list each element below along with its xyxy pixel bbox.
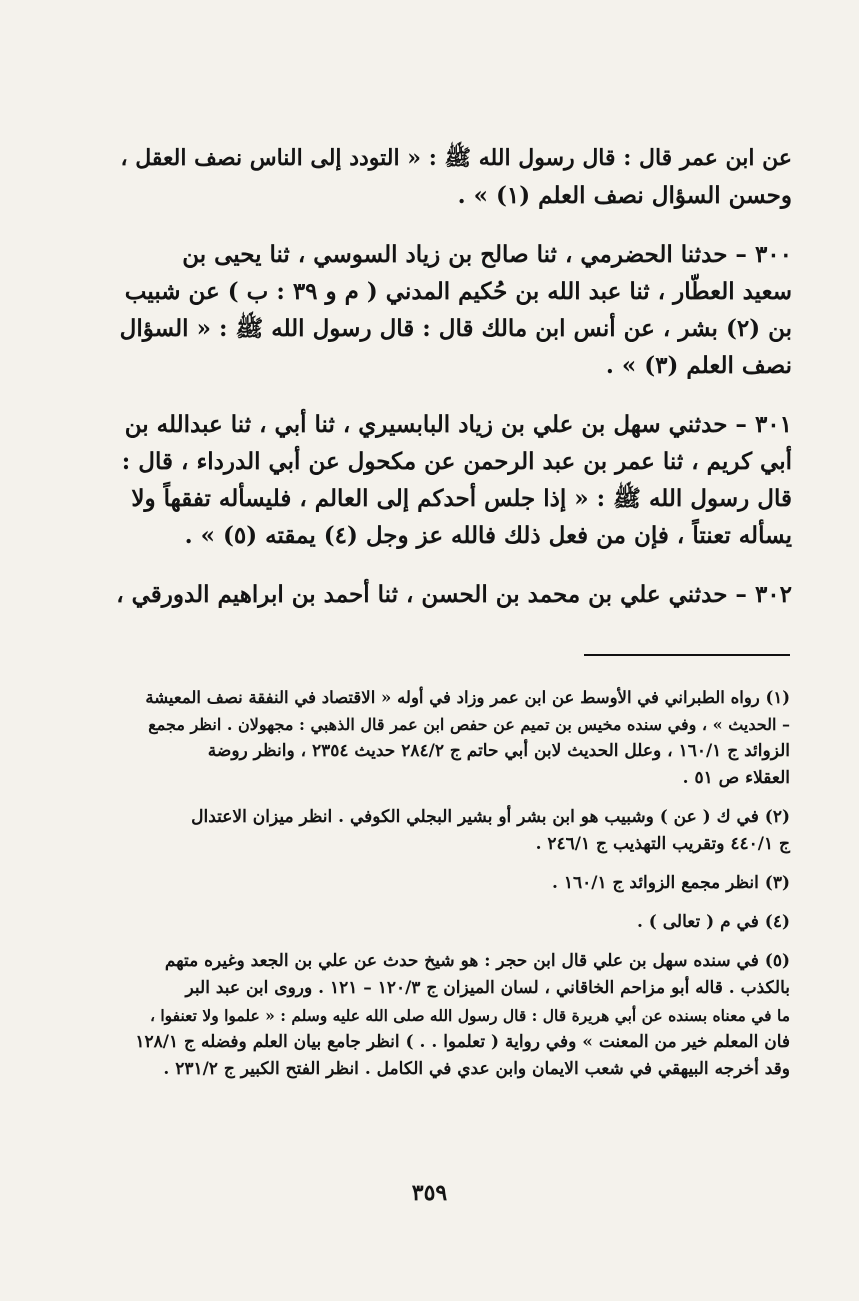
text-line: يسأله تعنتاً ، فإن من فعل ذلك فالله عز وجل (٤) يمقته (٥) » .	[184, 522, 792, 549]
footnote-3	[130, 870, 790, 897]
paragraph-300	[112, 236, 792, 384]
text-line: سعيد العطّار ، ثنا عبد الله بن حُكيم المدني ( م و ٣٩ : ب ) عن شبيب	[124, 278, 792, 305]
text-line: نصف العلم (٣) » .	[605, 352, 792, 379]
page-number: ٣٥٩	[411, 1180, 448, 1206]
footnote-line: بالكذب . قاله أبو مزاحم الخاقاني ، لسان الميزان ج ١٢٠/٣ – ١٢١ . وروى ابن عبد البر	[185, 978, 790, 998]
footnote-line: الزوائد ج ١٦٠/١ ، وعلل الحديث لابن أبي حاتم ج ٢٨٤/٢ حديث ٢٣٥٤ ، وانظر روضة	[207, 741, 790, 761]
footnote-line: (٢) في ك ( عن ) وشبيب هو ابن بشر أو بشير البجلي الكوفي . انظر ميزان الاعتدال	[191, 807, 790, 827]
footnote-1	[130, 684, 790, 792]
footnote-line: (٣) انظر مجمع الزوائد ج ١٦٠/١ .	[552, 873, 790, 893]
paragraph-intro	[112, 140, 792, 214]
text-line: قال رسول الله ﷺ : « إذا جلس أحدكم إلى العالم ، فليسأله تفقهاً ولا	[131, 485, 792, 512]
text-line: ٣٠٢ – حدثني علي بن محمد بن الحسن ، ثنا أحمد بن ابراهيم الدورقي ،	[116, 581, 792, 608]
footnote-line: وقد أخرجه البيهقي في شعب الايمان وابن عدي في الكامل . انظر الفتح الكبير ج ٢٣١/٢ .	[163, 1059, 790, 1079]
text-line: بن (٢) بشر ، عن أنس ابن مالك قال : قال رسول الله ﷺ : « السؤال	[119, 315, 792, 342]
footnote-line: ج ٤٤٠/١ وتقريب التهذيب ج ٢٤٦/١ .	[535, 834, 790, 854]
footnotes	[130, 684, 790, 1095]
footnote-4	[130, 909, 790, 936]
footnote-line: فان المعلم خير من المعنت » وفي رواية ( تعلموا . . ) انظر جامع بيان العلم وفضله ج ١٢٨/١	[135, 1032, 790, 1052]
text-line: أبي كريم ، ثنا عمر بن عبد الرحمن عن مكحول عن أبي الدرداء ، قال :	[121, 448, 792, 475]
footnote-line: (٤) في م ( تعالى ) .	[636, 912, 790, 932]
text-line: عن ابن عمر قال : قال رسول الله ﷺ : « التودد إلى الناس نصف العقل ،	[120, 145, 792, 171]
footnote-2	[130, 804, 790, 858]
text-line: ٣٠١ – حدثني سهل بن علي بن زياد البابسيري ، ثنا أبي ، ثنا عبدالله بن	[124, 411, 792, 438]
text-line: وحسن السؤال نصف العلم (١) » .	[457, 182, 792, 209]
footnote-line: العقلاء ص ٥١ .	[682, 768, 790, 788]
footnote-line: ما في معناه بسنده عن أبي هريرة قال : قال رسول الله صلى الله عليه وسلم : « علموا ولا تعنفوا ،	[149, 1006, 790, 1025]
footnote-line: – الحديث » ، وفي سنده مخيس بن تميم عن حفص ابن عمر قال الذهبي : مجهولان . انظر مجمع	[148, 715, 790, 734]
paragraph-301	[112, 406, 792, 554]
paragraph-302	[112, 576, 792, 613]
footnote-line: (٥) في سنده سهل بن علي قال ابن حجر : هو شيخ حدث عن علي بن الجعد وغيره متهم	[164, 951, 790, 971]
text-line: ٣٠٠ – حدثنا الحضرمي ، ثنا صالح بن زياد السوسي ، ثنا يحيى بن	[182, 241, 792, 268]
footnote-5	[130, 948, 790, 1083]
footnote-line: (١) رواه الطبراني في الأوسط عن ابن عمر وزاد في أوله « الاقتصاد في النفقة نصف المعيشة	[145, 688, 790, 707]
main-text	[112, 140, 792, 635]
footnote-separator	[584, 654, 790, 656]
